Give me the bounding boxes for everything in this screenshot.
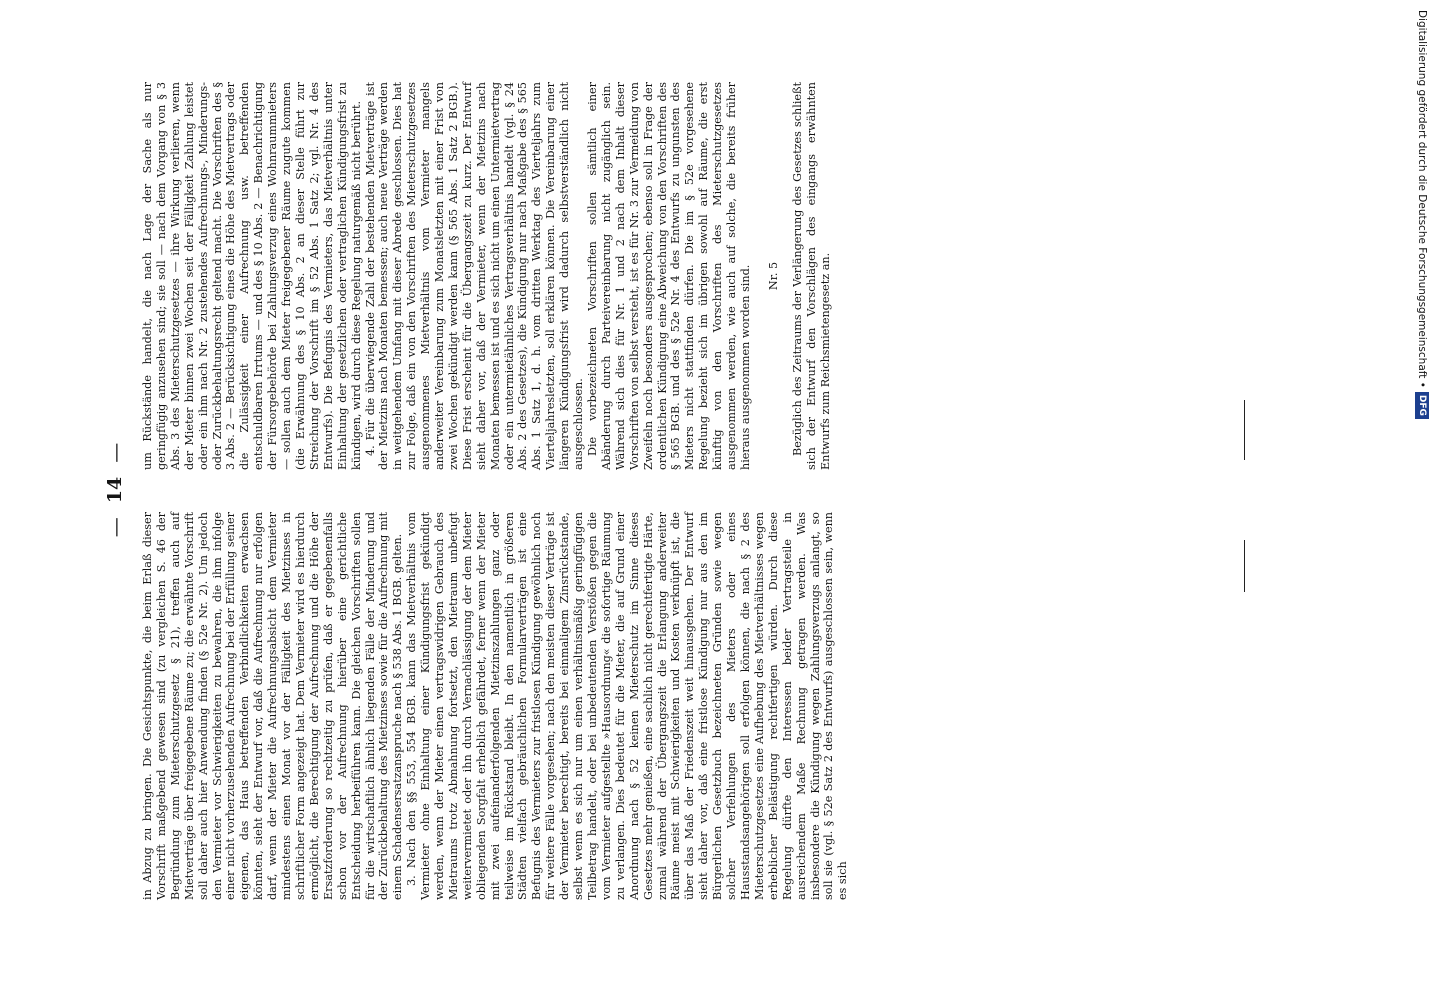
- section-heading: Nr. 5: [766, 261, 780, 291]
- header-dash-left: —: [103, 517, 127, 538]
- header-dash-right: —: [103, 442, 127, 463]
- paragraph: in Abzug zu bringen. Die Gesichtspunkte, die beim Erlaß dieser Vorschrift maßgebend gewesen sind (zu vergleichen S. 46 der Begründung zum Mieterschutzgesetz § 21), treffen auch auf Mietverträge über freigegebene Räume zu; die erwähnte Vorschrift soll daher auch hier Anwendung finden (§ 52e Nr. 2). Um jedoch den Vermieter vor Schwierigkeiten zu bewahren, die ihm infolge einer nicht vorherzusehenden Aufrechnung bei der Erfüllung seiner eigenen, das Haus betreffenden Verbindlichkeiten erwachsen könnten, sieht der Entwurf vor, daß die Aufrechnung nur erfolgen darf, wenn der Mieter die Aufrechnungsabsicht dem Vermieter mindestens einen Monat vor der Fälligkeit des Mietzinses in schriftlicher Form angezeigt hat. Dem Vermieter wird es hierdurch ermöglicht, die Berechtigung der Aufrechnung und die Höhe der Ersatzforderung so rechtzeitig zu prüfen, daß er gegebenenfalls schon vor der Aufrechnung hierüber eine gerichtliche Entscheidung herbeiführen kann. Die gleichen Vorschriften sollen für die wirtschaftlich ähnlich liegenden Fälle der Minderung und der Zurückbehaltung des Mietzinses sowie für die Aufrechnung mit einem Schadensersatzanspruche nach § 538 Abs. 1 BGB. gelten.: [141, 512, 405, 900]
- section-rule-top: [1244, 400, 1245, 460]
- page-number: 14: [104, 476, 126, 504]
- page-header: [95, 80, 135, 900]
- paragraph: Bezüglich des Zeitraums der Verlängerung des Gesetzes schließt sich der Entwurf den Vorschlägen des eingangs erwähnten Entwurfs zum Reichsmietengesetz an.: [790, 82, 832, 470]
- section-rule-bottom: [1244, 540, 1245, 592]
- paragraph: um Rückstände handelt, die nach Lage der Sache als nur geringfügig anzusehen sind; sie soll — nach dem Vorgang von § 3 Abs. 3 des Mieterschutzgesetzes — ihre Wirkung verlieren, wenn der Mieter binnen zwei Wochen seit der Fälligkeit Zahlung leistet oder ein ihm nach Nr. 2 zustehendes Aufrechnungs-, Minderungs- oder Zurückbehaltungsrecht geltend macht. Die Vorschriften des § 3 Abs. 2 — Berücksichtigung eines die Höhe des Mietvertrags oder die Zulässigkeit einer Aufrechnung usw. betreffenden entschuldbaren Irrtums — und des § 10 Abs. 2 — Benachrichtigung der Fürsorgebehörde bei Zahlungsverzug eines Wohnraummieters — sollen auch dem Mieter freigegebener Räume zugute kommen (die Erwähnung des § 10 Abs. 2 an dieser Stelle führt zur Streichung der Vorschrift im § 52 Abs. 1 Satz 2; vgl. Nr. 4 des Entwurfs). Die Befugnis des Vermieters, das Mietverhältnis unter Einhaltung der gesetzlichen oder vertraglichen Kündigungsfrist zu kündigen, wird durch diese Regelung naturgemäß nicht berührt.: [141, 82, 363, 470]
- paragraph: Die vorbezeichneten Vorschriften sollen sämtlich einer Abänderung durch Parteivereinbarung nicht zugänglich sein. Während sich dies für Nr. 1 und 2 nach dem Inhalt dieser Vorschriften von selbst versteht, ist es für Nr. 3 zur Vermeidung von Zweifeln noch besonders ausgesprochen; ebenso soll in Frage der ordentlichen Kündigung eine Abweichung von den Vorschriften des § 565 BGB. und des § 52e Nr. 4 des Entwurfs zu ungunsten des Mieters nicht stattfinden dürfen. Die im § 52e vorgesehene Regelung bezieht sich im übrigen sowohl auf Räume, die erst künftig von den Vorschriften des Mieterschutzgesetzes ausgenommen werden, wie auch auf solche, die bereits früher hieraus ausgenommen worden sind.: [586, 82, 752, 470]
- document-page: [95, 80, 1155, 900]
- paragraph: 3. Nach den §§ 553, 554 BGB. kann das Mietverhältnis vom Vermieter ohne Einhaltung einer Kündigungsfrist gekündigt werden, wenn der Mieter einen vertragswidrigen Gebrauch des Mietraums trotz Abmahnung fortsetzt, den Mietraum unbefugt weitervermietet oder ihn durch Vernachlässigung der dem Mieter obliegenden Sorgfalt erheblich gefährdet, ferner wenn der Mieter mit zwei aufeinanderfolgenden Mietzinszahlungen ganz oder teilweise im Rückstand bleibt. In den namentlich in größeren Städten vielfach gebräuchlichen Formularverträgen ist eine Befugnis des Vermieters zur fristlosen Kündigung gewöhnlich noch für weitere Fälle vorgesehen; nach den meisten dieser Verträge ist der Vermieter berechtigt, bereits bei einmaligem Zinsrückstande, selbst wenn es sich nur um einen verhältnismäßig geringfügigen Teilbetrag handelt, oder bei unbedeutenden Verstößen gegen die vom Vermieter aufgestellte »Hausordnung« die sofortige Räumung zu verlangen. Dies bedeutet für die Mieter, die auf Grund einer Anordnung nach § 52 keinen Mieterschutz im Sinne dieses Gesetzes mehr genießen, eine sachlich nicht gerechtfertigte Härte, zumal während der Übergangszeit die Erlangung anderweiter Räume meist mit Schwierigkeiten und Kosten verknüpft ist, die über das Maß der Friedenszeit weit hinausgehen. Der Entwurf sieht daher vor, daß eine fristlose Kündigung nur aus den im Bürgerlichen Gesetzbuch bezeichneten Gründen sowie wegen solcher Verfehlungen des Mieters oder eines Hausstandsangehörigen soll erfolgen können, die nach § 2 des Mieterschutzgesetzes eine Aufhebung des Mietverhältnisses wegen erheblicher Belästigung rechtfertigen würden. Durch diese Regelung dürfte den Interessen beider Vertragsteile in ausreichendem Maße Rechnung getragen werden. Was insbesondere die Kündigung wegen Zahlungsverzugs anlangt, so soll sie (vgl. § 52e Satz 2 des Entwurfs) ausgeschlossen sein, wenn es sich: [405, 512, 850, 900]
- paragraph: 4. Für die überwiegende Zahl der bestehenden Mietverträge ist der Mietzins nach Monaten bemessen; auch neue Verträge werden in weitgehendem Umfang mit dieser Abrede geschlossen. Dies hat zur Folge, daß ein von den Vorschriften des Mieterschutzgesetzes ausgenommenes Mietverhältnis vom Vermieter mangels anderweiter Vereinbarung zum Monatsletzten mit einer Frist von zwei Wochen gekündigt werden kann (§ 565 Abs. 1 Satz 2 BGB.). Diese Frist erscheint für die Übergangszeit zu kurz. Der Entwurf sieht daher vor, daß der Vermieter, wenn der Mietzins nach Monaten bemessen ist und es sich nicht um einen Untermietvertrag oder ein untermietähnliches Vertragsverhältnis handelt (vgl. § 24 Abs. 2 des Gesetzes), die Kündigung nur nach Maßgabe des § 565 Abs. 1 Satz 1, d. h. vom dritten Werktag des Vierteljahrs zum Vierteljahresletzten, soll erklären können. Die Vereinbarung einer längeren Kündigungsfrist wird dadurch selbstverständlich nicht ausgeschlossen.: [363, 82, 586, 470]
- credit-text: Digitalisierung gefördert durch die Deutsche Forschungsgemeinschaft •: [1416, 10, 1428, 388]
- right-column: [141, 82, 833, 470]
- left-column: [141, 512, 850, 900]
- dfg-logo: DFG: [1415, 392, 1429, 419]
- digitization-credit: [1412, 10, 1432, 990]
